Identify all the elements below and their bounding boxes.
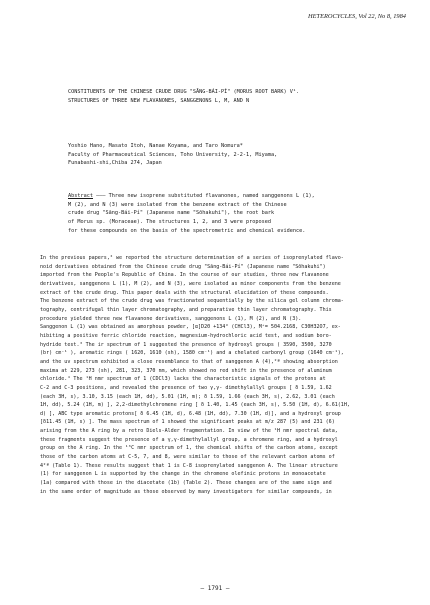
body-line: procedure yielded three new flavanone derivatives, sanggenons L (1), M (2), and N (3). [40,315,302,322]
body-line: (br) cm⁻¹ ), aromatic rings ( 1620, 1610 (sh), 1580 cm⁻¹) and a chelated carbonyl group (1640 cm⁻¹), [40,350,344,357]
abstract-label: Abstract [68,193,93,199]
body-line: hibiting a positive ferric chloride reaction, magnesium-hydrochloric acid test, and sodium boro- [40,332,332,339]
body-line: chloride.⁴ The ¹H nmr spectrum of 1 (CDCl3) lacks the characteristic signals of the protons at [40,376,326,383]
body-line: (1) for sanggenon L is supported by the change in the chromene olefinic protons in monoacetate [40,471,326,478]
abstract-line: M (2), and N (3) were isolated from the benzene extract of the Chinese [68,201,287,208]
affiliation-line: Funabashi-shi,Chiba 274, Japan [68,160,162,167]
abstract-line: crude drug "Sāng-Bái-Pí" (Japanese name "Sōhakuhi"), the root bark [68,210,275,217]
body-line: in the same order of magnitude as those observed by many investigators for similar compounds, in [40,488,332,495]
body-line: 4²ª (Table 1). These results suggest that 1 is C-8 isoprenylated sanggenon A. The linear structure [40,462,338,469]
abstract-line: Abstract ——— Three new isoprene substituted flavanones, named sanggenons L (1), [68,193,315,199]
title-line: CONSTITUENTS OF THE CHINESE CRUDE DRUG "SĀNG-BÁI-PÍ" (MORUS ROOT BARK) V¹. [68,89,300,95]
body-line: group on the A ring. In the ¹³C nmr spectrum of 1, the chemical shifts of the carbon atoms, except [40,445,338,452]
body-line: maxima at 229, 273 (sh), 281, 323, 370 nm, which showed no red shift in the presence of aluminum [40,367,332,374]
author-block [68,142,398,168]
body-line: and the uv spectrum exhibited a close resemblance to that of sanggenon A (4),²ª showing absorption [40,358,338,365]
title-line: STRUCTURES OF THREE NEW FLAVANONES, SANGGENONS L, M, AND N [68,97,250,104]
body-line: tography, centrifugal thin layer chromatography, and preparative thin layer chromatography. This [40,306,332,313]
body-line: [δ11.45 (1H, s) ]. The mass spectrum of 1 showed the significant peaks at m/z 287 (5) and 231 (6) [40,419,335,426]
body-line: noid derivatives obtained from the Chinese crude drug "Sāng-Bái-Pí" (Japanese name "Sōhakuhi") [40,263,326,270]
body-line: 1H, dd), 5.24 (1H, m) ], 2,2-dimethylchromene ring [ δ 1.40, 1.45 (each 3H, s), 5.50 (1H, d), 6.61(1H, [40,402,350,409]
affiliation-line: Faculty of Pharmaceutical Sciences, Toho University, 2-2-1, Miyama, [68,151,278,158]
body-line: d) ], ABC type aromatic protons[ δ 6.45 (1H, d), 6.48 (1H, dd), 7.30 (1H, d)], and a hydroxyl group [40,410,341,417]
body-line: those of the carbon atoms at C-5, 7, and 8, were similar to those of the relevant carbon atoms of [40,454,335,461]
body-line: The benzene extract of the crude drug was fractionated sequentially by the silica gel column chroma- [40,298,344,305]
journal-header: HETEROCYCLES, Vol 22, No 8, 1984 [308,13,406,20]
abstract [68,192,380,236]
body-line: Sanggenon L (1) was obtained as amorphous powder, [α]D20 +134° (CHCl3), M⁺= 504.2168, C30H32O7, ex- [40,324,341,331]
body-line: (1a) compared with those in the diacetate (1b) (Table 2). These changes are of the same sign and [40,480,332,487]
body-line: imported from the People's Republic of China. In the course of our studies, three new flavanone [40,272,329,279]
body-line: In the previous papers,² we reported the structure determination of a series of isoprenylated flavo- [40,255,344,261]
body-line: (each 3H, s), 3.10, 3.15 (each 1H, dd), 5.01 (1H, m); δ 1.59, 1.66 (each 3H, s), 2.62, 3.01 (each [40,393,335,400]
author-names: Yoshio Hano, Masato Itoh, Nanae Koyama, and Taro Nomura* [68,143,243,149]
body-line: extract of the crude drug. This paper deals with the structural elucidation of these compounds. [40,289,329,296]
abstract-line: of Morus sp. (Moraceae). The structures 1, 2, and 3 were proposed [68,219,272,226]
body-line: C-2 and C-3 positions, and revealed the presence of two γ,γ- dimethylallyl groups [ δ 1.59, 1.62 [40,384,332,391]
body-text [40,254,406,496]
body-line: derivatives, sanggenons L (1), M (2), and N (3), were isolated as minor components from the benzene [40,280,341,287]
body-line: arising from the A ring by a retro Diels-Alder fragmentation. In view of the ¹H nmr spectral data, [40,428,338,435]
body-line: these fragments suggest the presence of a γ,γ-dimethylallyl group, a chromene ring, and a hydroxyl [40,436,338,443]
body-line: hydride test.³ The ir spectrum of 1 suggested the presence of hydroxyl groups ( 3590, 3500, 3270 [40,341,332,348]
paper-title [68,88,398,105]
abstract-line: for these compounds on the basis of the spectrometric and chemical evidence. [68,227,306,234]
page-number: — 1791 — [200,585,230,592]
